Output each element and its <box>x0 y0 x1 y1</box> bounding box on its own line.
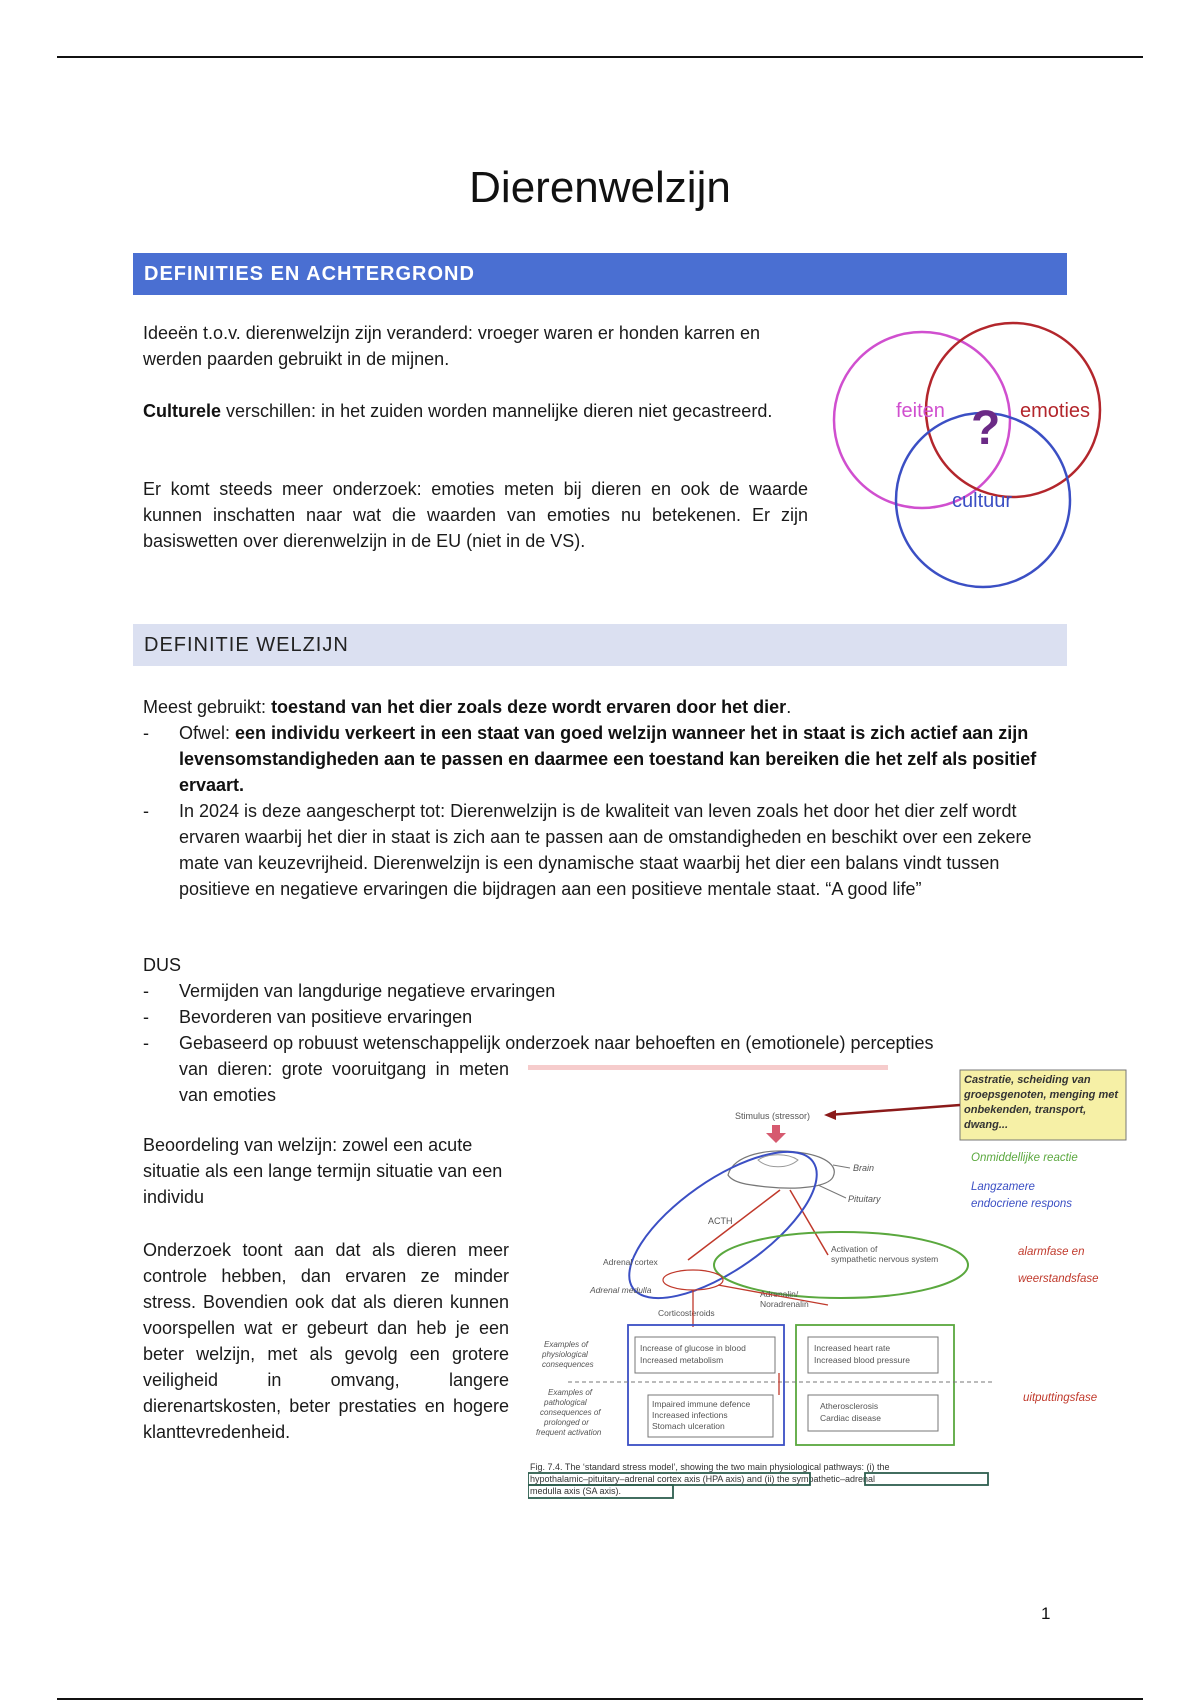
patho-label-2: pathological <box>544 1398 587 1407</box>
question-mark-icon: ? <box>971 402 1001 455</box>
paragraph-beoordeling: Beoordeling van welzijn: zowel een acute situatie als een lange termijn situatie van een individu <box>143 1135 503 1207</box>
note-arrow <box>828 1105 960 1115</box>
intro-bold: toestand van het dier zoals deze wordt ervaren door het dier <box>271 697 787 717</box>
adrenal-medulla-label: Adrenal medulla <box>590 1285 652 1295</box>
section-heading-definities: DEFINITIES EN ACHTERGROND <box>133 253 1067 295</box>
caption-sa-highlight <box>865 1473 988 1485</box>
box3-line1: Impaired immune defence <box>652 1399 751 1409</box>
section-heading-welzijn: DEFINITIE WELZIJN <box>133 624 1067 666</box>
paragraph-culturele <box>143 398 808 424</box>
bold-culturele: Culturele <box>143 401 222 421</box>
list-item: - Bevorderen van positieve ervaringen <box>143 1004 1058 1030</box>
langzamere-label-2: endocriene respons <box>971 1198 1073 1210</box>
item-bold: een individu verkeert in een staat van goed welzijn wanneer het in staat is zich actief aan zijn levensomstandigheden aan te passen en daarmee een toestand kan bereiken die het zelf als positief ervaart. <box>179 723 1037 795</box>
pituitary-pointer <box>818 1185 846 1198</box>
uitputtingsfase-label: uitputtingsfase <box>1023 1392 1098 1404</box>
box2-line1: Increased heart rate <box>814 1343 891 1353</box>
alarmfase-label-2: weerstandsfase <box>1018 1273 1099 1285</box>
dus-label: DUS <box>143 955 182 975</box>
stimulus-label: Stimulus (stressor) <box>735 1111 811 1121</box>
phys-label-2: physiological <box>542 1350 588 1359</box>
patho-label-3: consequences of <box>540 1408 601 1417</box>
box1-line1: Increase of glucose in blood <box>640 1343 746 1353</box>
note-text-wrap <box>964 1073 1124 1139</box>
page-number: 1 <box>1041 1604 1051 1623</box>
dus-continuation: van dieren: grote vooruitgang in meten van emoties <box>179 1059 509 1105</box>
top-rule <box>57 56 1143 58</box>
box2-line2: Increased blood pressure <box>814 1355 910 1365</box>
onmiddellijk-label: Onmiddellijke reactie <box>971 1152 1078 1164</box>
list-item <box>143 798 1058 902</box>
alarmfase-label-1: alarmfase en <box>1018 1246 1085 1258</box>
figure-top-band <box>528 1065 888 1070</box>
note-text: Castratie, scheiding van groepsgenoten, menging met onbekenden, transport, dwang... <box>964 1074 1119 1131</box>
pituitary-label: Pituitary <box>848 1194 881 1204</box>
item-prefix: Ofwel: <box>179 723 236 743</box>
brain-sketch <box>728 1151 834 1188</box>
culturele-rest: verschillen: in het zuiden worden mannelijke dieren niet gecastreerd. <box>221 401 773 421</box>
box1-line2: Increased metabolism <box>640 1355 724 1365</box>
list-item: - Vermijden van langdurige negatieve ervaringen <box>143 978 1058 1004</box>
phys-label-3: consequences <box>542 1360 594 1369</box>
paragraph-ideeen: Ideeën t.o.v. dierenwelzijn zijn veranderd: vroeger waren er honden karren en werden paarden gebruikt in de mijnen. <box>143 323 761 369</box>
stimulus-arrow <box>766 1125 786 1143</box>
adrenalin-label-2: Noradrenalin <box>760 1299 809 1309</box>
activation-label-1: Activation of <box>831 1244 878 1254</box>
intro-suffix: . <box>786 697 792 717</box>
sa-ellipse <box>714 1232 968 1298</box>
acth-label: ACTH <box>708 1216 733 1226</box>
langzamere-label-1: Langzamere <box>971 1181 1035 1193</box>
box3-line3: Stomach ulceration <box>652 1421 725 1431</box>
patho-label-4: prolonged or <box>544 1418 589 1427</box>
paragraph-meest-gebruikt <box>143 694 1073 720</box>
paragraph-onderzoek-emoties: Er komt steeds meer onderzoek: emoties meten bij dieren en ook de waarde kunnen inschatten naar wat die waarden van emoties nu betekenen. Er zijn basiswetten over dierenwelzijn in de EU (niet in de VS). <box>143 479 808 551</box>
definition-list <box>143 720 1058 902</box>
brain-label: Brain <box>853 1163 875 1173</box>
patho-label-1: Examples of <box>548 1388 593 1397</box>
note-arrow-head <box>824 1110 836 1120</box>
venn-label-emoties: emoties <box>1020 400 1091 422</box>
stress-model-figure <box>528 1065 1146 1510</box>
caption-line1: Fig. 7.4. The ‘standard stress model’, showing the two main physiological pathways: (i) the <box>530 1462 890 1472</box>
venn-label-feiten: feiten <box>896 400 945 422</box>
box4-line1: Atherosclerosis <box>820 1401 879 1411</box>
caption-line2: hypothalamic–pituitary–adrenal cortex axis (HPA axis) and (ii) the sympathetic–adrenal <box>530 1474 876 1484</box>
venn-label-cultuur: cultuur <box>952 490 1013 512</box>
brain-pointer <box>833 1165 850 1168</box>
dus-list <box>143 978 1058 1056</box>
patho-label-5: frequent activation <box>536 1428 602 1437</box>
box3-line2: Increased infections <box>652 1410 728 1420</box>
box4-line2: Cardiac disease <box>820 1413 881 1423</box>
activation-label-2: sympathetic nervous system <box>831 1254 939 1264</box>
adrenalin-label-1: Adrenalin/ <box>760 1289 799 1299</box>
item-prefix: In 2024 is deze aangescherpt tot: Dierenwelzijn is de kwaliteit van leven zoals het door het dier zelf wordt ervaren waarbij het dier in staat is zich aan te passen aan de omstandigheden en beschikt over een zekere mate van keuzevrijheid. Dierenwelzijn is een dynamische staat waarbij het dier een balans vindt tussen positieve en negatieve ervaringen die bijdragen aan een positieve mentale staat. “A good life” <box>179 801 1032 899</box>
corticosteroids-label: Corticosteroids <box>658 1308 715 1318</box>
brain-detail <box>758 1155 798 1167</box>
page-title: Dierenwelzijn <box>469 163 731 212</box>
list-item <box>143 720 1058 798</box>
adrenal-gland <box>663 1270 723 1290</box>
venn-diagram <box>828 320 1148 590</box>
phys-label-1: Examples of <box>544 1340 589 1349</box>
list-item: - Gebaseerd op robuust wetenschappelijk onderzoek naar behoeften en (emotionele) percepties <box>143 1030 1058 1056</box>
caption-line3: medulla axis (SA axis). <box>530 1486 622 1496</box>
paragraph-controle: Onderzoek toont aan dat als dieren meer controle hebben, dan ervaren ze minder stress. Bovendien ook dat als dieren kunnen voorspellen wat er gebeurt dan heb je een beter welzijn, met als gevolg een grotere veiligheid in omvang, langere dierenartskosten, beter prestaties en hogere klanttevredenheid. <box>143 1240 509 1442</box>
adrenal-cortex-label: Adrenal cortex <box>603 1257 658 1267</box>
intro-prefix: Meest gebruikt: <box>143 697 272 717</box>
